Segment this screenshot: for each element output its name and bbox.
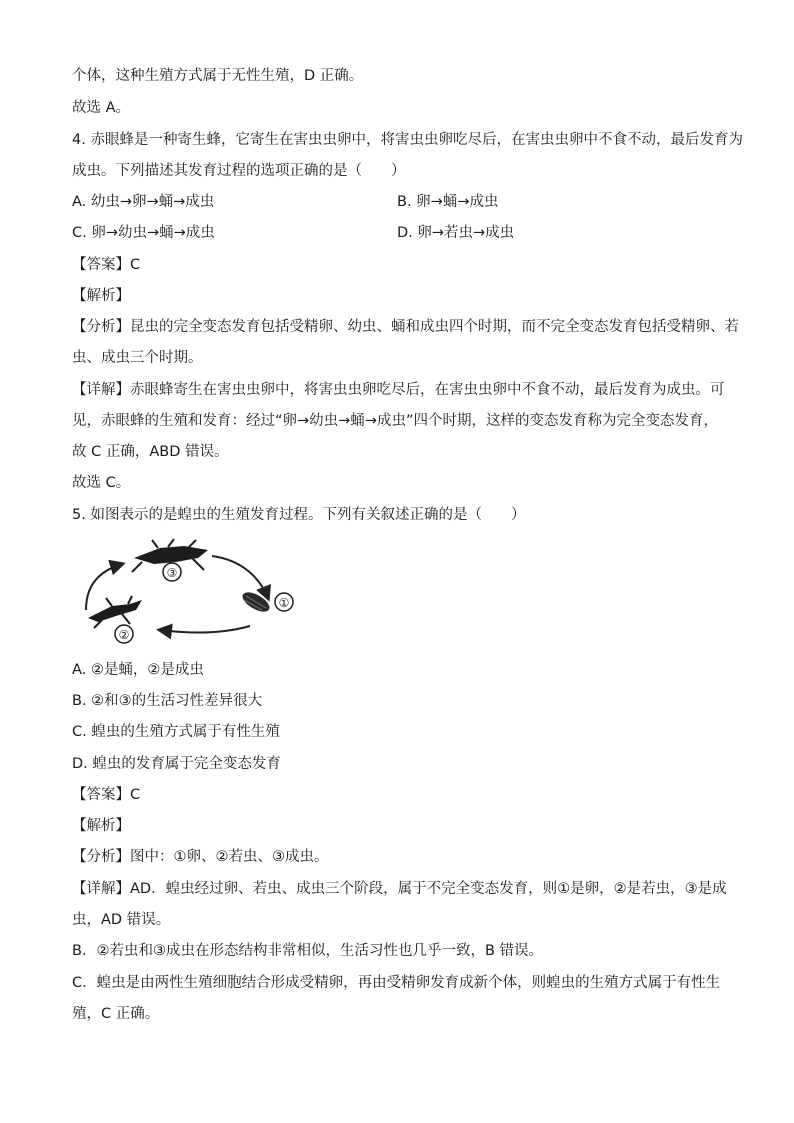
arrow-adult bbox=[86, 564, 122, 610]
nymph-locust-icon bbox=[88, 596, 142, 643]
intro-line-2: 故选 A。 bbox=[72, 100, 131, 116]
intro-line-1: 个体，这种生殖方式属于无性生殖，D 正确。 bbox=[72, 68, 364, 84]
q4-detail-line-3: 故 C 正确，ABD 错误。 bbox=[72, 444, 229, 460]
q5-answer: 【答案】C bbox=[72, 787, 141, 803]
q5-detail-line-1: 【详解】AD．蝗虫经过卵、若虫、成虫三个阶段，属于不完全变态发育，则①是卵，②是若虫，③是成 bbox=[72, 881, 727, 897]
label-3: ③ bbox=[166, 566, 178, 580]
q5-analysis-line: 【分析】图中：①卵、②若虫、③成虫。 bbox=[72, 849, 329, 865]
q4-answer: 【答案】C bbox=[72, 257, 141, 273]
label-2: ② bbox=[118, 628, 130, 642]
locust-lifecycle-diagram bbox=[72, 538, 322, 650]
q5-detail-line-2: 虫，AD 错误。 bbox=[72, 912, 171, 928]
q5-option-a: A. ②是蛹，②是成虫 bbox=[72, 662, 204, 678]
q5-option-b: B. ②和③的生活习性差异很大 bbox=[72, 693, 263, 709]
q5-stem: 5. 如图表示的是蝗虫的生殖发育过程。下列有关叙述正确的是（ ） bbox=[72, 507, 526, 523]
arrow-nymph bbox=[160, 626, 250, 633]
q5-analysis-heading: 【解析】 bbox=[72, 818, 130, 834]
q4-detail-line-1: 【详解】赤眼蜂寄生在害虫虫卵中，将害虫虫卵吃尽后，在害虫虫卵中不食不动，最后发育为成虫。可 bbox=[72, 382, 725, 398]
q4-option-b: B. 卵→蛹→成虫 bbox=[397, 194, 499, 210]
label-1: ① bbox=[278, 596, 290, 610]
q4-detail-line-2: 见，赤眼蜂的生殖和发育：经过“卵→幼虫→蛹→成虫”四个时期，这样的变态发育称为完全变态发育， bbox=[72, 413, 718, 429]
q4-analysis-line-2: 虫、成虫三个时期。 bbox=[72, 350, 203, 366]
q5-b-line: B．②若虫和③成虫在形态结构非常相似，生活习性也几乎一致，B 错误。 bbox=[72, 943, 543, 959]
arrow-egg bbox=[212, 556, 268, 598]
q4-option-c: C. 卵→幼虫→蛹→成虫 bbox=[72, 225, 215, 241]
q4-stem-line-2: 成虫。下列描述其发育过程的选项正确的是（ ） bbox=[72, 163, 406, 179]
q4-analysis-heading: 【解析】 bbox=[72, 288, 130, 304]
q5-c-line-2: 殖，C 正确。 bbox=[72, 1006, 160, 1022]
q4-stem-line-1: 4. 赤眼蜂是一种寄生蜂，它寄生在害虫虫卵中，将害虫虫卵吃尽后，在害虫虫卵中不食不动，最后发育为 bbox=[72, 132, 743, 148]
q5-option-d: D. 蝗虫的发育属于完全变态发育 bbox=[72, 756, 281, 772]
q4-choice: 故选 C。 bbox=[72, 475, 131, 491]
q5-option-c: C. 蝗虫的生殖方式属于有性生殖 bbox=[72, 724, 280, 740]
q4-option-d: D. 卵→若虫→成虫 bbox=[397, 225, 515, 241]
q4-analysis-line-1: 【分析】昆虫的完全变态发育包括受精卵、幼虫、蛹和成虫四个时期，而不完全变态发育包括受精卵、若 bbox=[72, 319, 739, 335]
q5-c-line-1: C．蝗虫是由两性生殖细胞结合形成受精卵，再由受精卵发育成新个体，则蝗虫的生殖方式属于有性生 bbox=[72, 975, 721, 991]
q4-option-a: A. 幼虫→卵→蛹→成虫 bbox=[72, 194, 215, 210]
